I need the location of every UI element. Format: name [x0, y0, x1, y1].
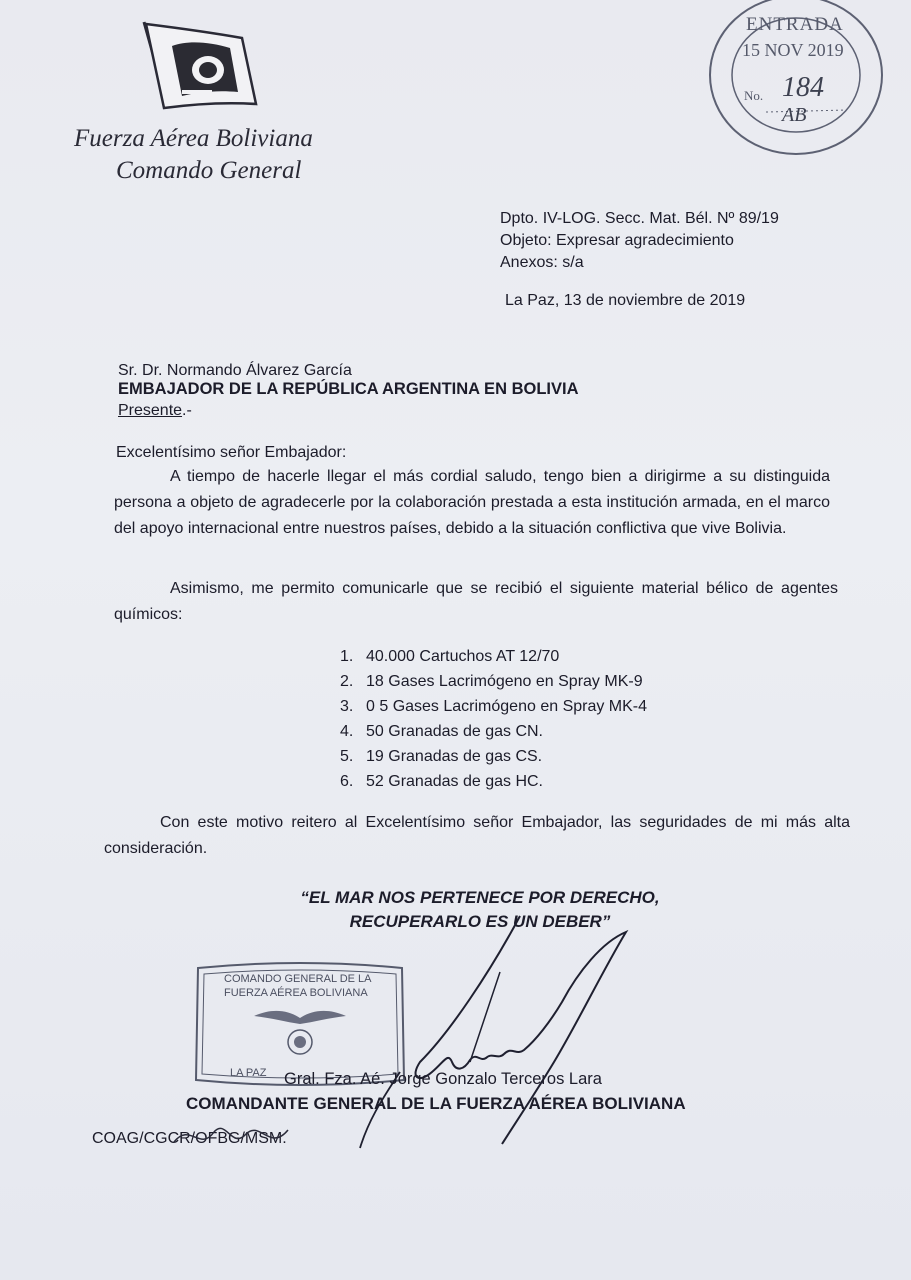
reference-dpto: Dpto. IV-LOG. Secc. Mat. Bél. Nº 89/19 — [500, 210, 779, 227]
recipient-presente — [118, 400, 192, 422]
list-item-number: 4. — [340, 723, 354, 740]
flag-emblem-icon — [138, 18, 263, 110]
list-item-text: 19 Granadas de gas CS. — [366, 748, 543, 765]
list-item — [340, 669, 760, 694]
closing-paragraph: Con este motivo reitero al Excelentísimo señor Embajador, las seguridades de mi más alta consideración. — [104, 814, 850, 857]
letterhead-line2: Comando General — [116, 157, 302, 184]
motto-line1: “EL MAR NOS PERTENECE POR DERECHO, — [300, 888, 660, 907]
entry-stamp — [706, 0, 886, 158]
seal-bottom: LA PAZ — [230, 1067, 267, 1079]
place-date: La Paz, 13 de noviembre de 2019 — [505, 292, 746, 309]
list-item-number: 2. — [340, 673, 354, 690]
reference-objeto: Objeto: Expresar agradecimiento — [500, 232, 734, 249]
recipient-name: Sr. Dr. Normando Álvarez García — [118, 362, 352, 379]
list-item-number: 6. — [340, 773, 354, 790]
list-item-number: 1. — [340, 648, 354, 665]
initials-scribble-icon — [170, 1112, 300, 1162]
motto-line2: RECUPERARLO ES UN DEBER” — [349, 912, 611, 931]
paragraph-2: Asimismo, me permito comunicarle que se recibió el siguiente material bélico de agentes químicos: — [114, 580, 838, 623]
list-item-text: 18 Gases Lacrimógeno en Spray MK-9 — [366, 673, 643, 690]
footer-reference: COAG/CGCR/OFBG/MSM. — [92, 1130, 287, 1147]
seal-line2: FUERZA AÉREA BOLIVIANA — [224, 987, 368, 999]
stamp-initials: AB — [782, 104, 807, 126]
list-item — [340, 644, 760, 669]
list-item-text: 52 Granadas de gas HC. — [366, 773, 543, 790]
list-item-text: 0 5 Gases Lacrimógeno en Spray MK-4 — [366, 698, 648, 715]
list-item-text: 40.000 Cartuchos AT 12/70 — [366, 648, 560, 665]
list-item — [340, 719, 760, 744]
list-item-number: 3. — [340, 698, 354, 715]
presente-text: Presente — [118, 402, 183, 419]
stamp-entrada-label: ENTRADA — [746, 14, 844, 35]
list-item — [340, 694, 760, 719]
letterhead-line1: Fuerza Aérea Boliviana — [74, 125, 313, 152]
presente-suffix: .- — [182, 402, 192, 419]
signatory-position: COMANDANTE GENERAL DE LA FUERZA AÉREA BOLIVIANA — [186, 1094, 686, 1113]
list-item-text: 50 Granadas de gas CN. — [366, 723, 543, 740]
salutation: Excelentísimo señor Embajador: — [116, 444, 347, 461]
material-list — [340, 644, 760, 794]
reference-anexos: Anexos: s/a — [500, 254, 584, 271]
stamp-number-label: No. — [744, 88, 764, 103]
list-item — [340, 744, 760, 769]
recipient-title: EMBAJADOR DE LA REPÚBLICA ARGENTINA EN BOLIVIA — [118, 380, 579, 398]
stamp-date: 15 NOV 2019 — [742, 40, 844, 60]
paragraph-1: A tiempo de hacerle llegar el más cordial saludo, tengo bien a dirigirme a su distinguida persona a objeto de agradecerle por la colaboración prestada a esta institución armada, en el marco del apoyo internacional entre nuestros países, debido a la situación conflictiva que vive Bolivia. — [114, 468, 830, 537]
list-item — [340, 769, 760, 794]
stamp-number: 184 — [782, 72, 824, 103]
seal-line1: COMANDO GENERAL DE LA — [224, 973, 372, 985]
signature-scribble-icon — [340, 912, 650, 1152]
list-item-number: 5. — [340, 748, 354, 765]
signatory-name: Gral. Fza. Aé. Jorge Gonzalo Terceros Lara — [284, 1070, 602, 1088]
